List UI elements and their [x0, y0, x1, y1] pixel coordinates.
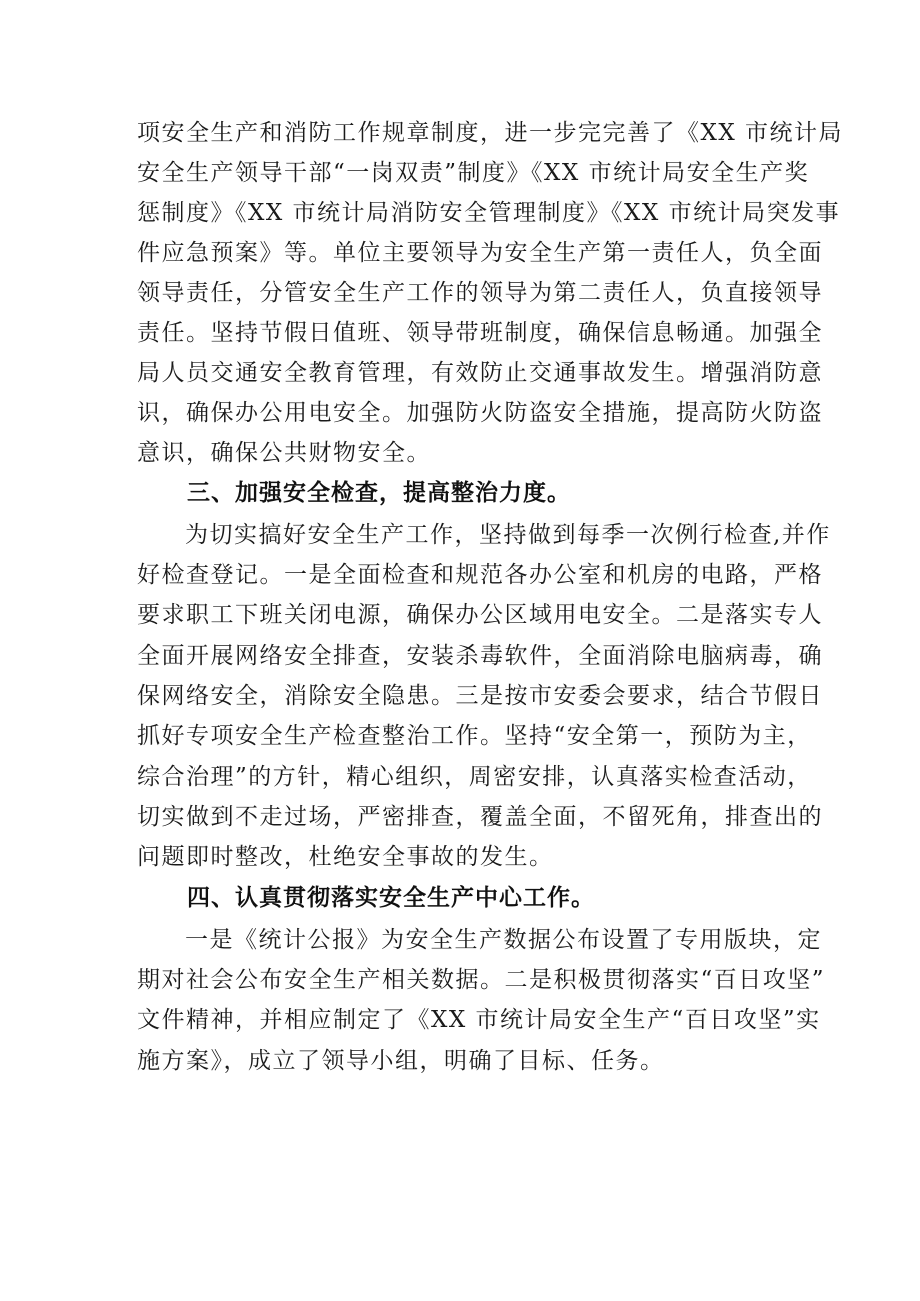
paragraph-line: 意识，确保公共财物安全。 — [137, 440, 431, 466]
paragraph-line: 安全生产领导干部“一岗双责”制度》《XX 市统计局安全生产奖 — [137, 160, 810, 186]
paragraph-line: 期对社会公布安全生产相关数据。二是积极贯彻落实“百日攻坚” — [137, 967, 826, 993]
paragraph-line: 领导责任，分管安全生产工作的领导为第二责任人，负直接领导 — [137, 280, 823, 306]
paragraph-line: 抓好专项安全生产检查整治工作。坚持“安全第一，预防为主， — [137, 723, 812, 749]
section-heading-3: 三、加强安全检查，提高整治力度。 — [187, 480, 571, 506]
paragraph-line: 惩制度》《XX 市统计局消防安全管理制度》《XX 市统计局突发事 — [137, 200, 841, 226]
paragraph-line: 项安全生产和消防工作规章制度，进一步完完善了《XX 市统计局 — [137, 120, 844, 146]
paragraph-line: 责任。坚持节假日值班、领导带班制度，确保信息畅通。加强全 — [137, 320, 823, 346]
paragraph-line: 好检查登记。一是全面检查和规范各办公室和机房的电路，严格 — [137, 562, 823, 588]
section-heading-4: 四、认真贯彻落实安全生产中心工作。 — [187, 885, 595, 911]
paragraph-line: 文件精神，并相应制定了《XX 市统计局安全生产“百日攻坚”实 — [137, 1007, 821, 1033]
paragraph-line: 识，确保办公用电安全。加强防火防盗安全措施，提高防火防盗 — [137, 400, 823, 426]
paragraph-line: 综合治理”的方针，精心组织，周密安排，认真落实检查活动， — [137, 764, 812, 790]
paragraph-line: 件应急预案》等。单位主要领导为安全生产第一责任人，负全面 — [137, 240, 823, 266]
paragraph-line: 全面开展网络安全排查，安装杀毒软件，全面消除电脑病毒，确 — [137, 643, 823, 669]
paragraph-line: 局人员交通安全教育管理，有效防止交通事故发生。增强消防意 — [137, 360, 823, 386]
paragraph-line: 为切实搞好安全生产工作，坚持做到每季一次例行检查,并作 — [185, 522, 831, 548]
paragraph-line: 施方案》，成立了领导小组，明确了目标、任务。 — [137, 1048, 665, 1074]
paragraph-line: 保网络安全，消除安全隐患。三是按市安委会要求，结合节假日 — [137, 683, 823, 709]
paragraph-line: 问题即时整改，杜绝安全事故的发生。 — [137, 844, 554, 870]
paragraph-line: 一是《统计公报》为安全生产数据公布设置了专用版块，定 — [185, 927, 822, 953]
paragraph-line: 要求职工下班关闭电源，确保办公区域用电安全。二是落实专人 — [137, 602, 823, 628]
paragraph-line: 切实做到不走过场，严密排查，覆盖全面，不留死角，排查出的 — [137, 804, 823, 830]
